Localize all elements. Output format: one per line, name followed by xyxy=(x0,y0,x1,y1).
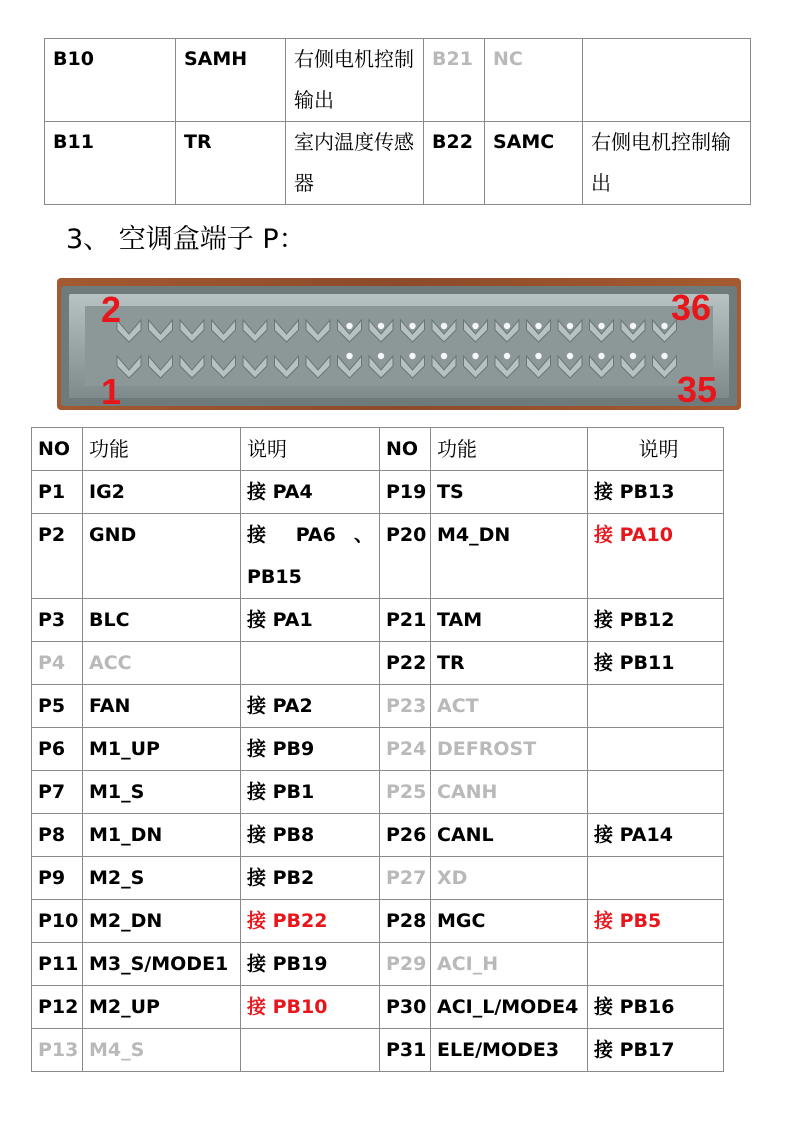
table-row xyxy=(32,900,724,943)
pin-func-cell: M2_UP xyxy=(83,986,241,1029)
connector-pin-contact xyxy=(441,353,447,359)
connector-socket xyxy=(85,306,713,386)
pin-desc-cell xyxy=(588,728,724,771)
table-row xyxy=(32,685,724,728)
pin-func-cell: BLC xyxy=(83,599,241,642)
pin-no-cell: P3 xyxy=(32,599,83,642)
connector-pin-contact xyxy=(378,323,384,329)
table-row xyxy=(32,986,724,1029)
pin-desc-cell xyxy=(241,1029,380,1072)
table-row xyxy=(32,1029,724,1072)
connector-pin-contact xyxy=(504,323,510,329)
connector-photo xyxy=(57,278,741,410)
pin-func-cell: M4_DN xyxy=(431,514,588,599)
connector-pin-contact xyxy=(346,323,352,329)
pin-func-cell: ACC xyxy=(83,642,241,685)
table-row xyxy=(32,471,724,514)
table-cell: SAMH xyxy=(176,39,286,122)
pin-desc-cell xyxy=(588,771,724,814)
pin-func-cell: CANL xyxy=(431,814,588,857)
section-heading: 3、 空调盒端子 P： xyxy=(66,224,306,255)
pin-func-cell: M1_S xyxy=(83,771,241,814)
table-cell: NC xyxy=(485,39,583,122)
pin-func-cell: TS xyxy=(431,471,588,514)
pin-func-cell: DEFROST xyxy=(431,728,588,771)
table-cell xyxy=(583,39,751,122)
top-pin-table xyxy=(44,38,751,205)
pin-desc-cell: 接 PA2 xyxy=(241,685,380,728)
pin-func-cell: ACI_L/MODE4 xyxy=(431,986,588,1029)
table-cell: B22 xyxy=(424,122,485,205)
table-row xyxy=(32,943,724,986)
connector-pin-contact xyxy=(535,353,541,359)
pin-desc-cell: 接 PA6 、 PB15 xyxy=(241,514,380,599)
table-row xyxy=(32,857,724,900)
pin-func-cell: M4_S xyxy=(83,1029,241,1072)
connector-label-1: 1 xyxy=(101,371,122,410)
pin-func-cell: TAM xyxy=(431,599,588,642)
connector-pin-contact xyxy=(472,353,478,359)
pin-desc-cell: 接 PB2 xyxy=(241,857,380,900)
pin-no-cell: P27 xyxy=(380,857,431,900)
connector-pin-contact xyxy=(661,323,667,329)
pin-desc-cell: 接 PA10 xyxy=(588,514,724,599)
pin-func-cell: GND xyxy=(83,514,241,599)
pin-no-cell: P21 xyxy=(380,599,431,642)
pin-no-cell: P28 xyxy=(380,900,431,943)
connector-pin-contact xyxy=(346,353,352,359)
connector-pin-contact xyxy=(409,353,415,359)
pin-no-cell: P13 xyxy=(32,1029,83,1072)
pin-desc-cell: 接 PA1 xyxy=(241,599,380,642)
pin-func-cell: ACI_H xyxy=(431,943,588,986)
pin-no-cell: P25 xyxy=(380,771,431,814)
connector-pin-contact xyxy=(661,353,667,359)
pin-no-cell: P2 xyxy=(32,514,83,599)
pin-no-cell: P26 xyxy=(380,814,431,857)
connector-pin-contact xyxy=(378,353,384,359)
connector-pin-contact xyxy=(567,353,573,359)
pin-no-cell: P24 xyxy=(380,728,431,771)
table-cell: 右侧电机控制输出 xyxy=(583,122,751,205)
table-row xyxy=(32,599,724,642)
pin-desc-cell: 接 PB13 xyxy=(588,471,724,514)
column-header: 功能 xyxy=(83,428,241,471)
connector-pin-contact xyxy=(630,353,636,359)
pin-func-cell: ELE/MODE3 xyxy=(431,1029,588,1072)
connector-illustration xyxy=(57,278,741,410)
pin-no-cell: P4 xyxy=(32,642,83,685)
connector-pin-contact xyxy=(567,323,573,329)
pin-desc-cell: 接 PB9 xyxy=(241,728,380,771)
pin-table-header xyxy=(32,428,724,471)
pin-desc-cell: 接 PB16 xyxy=(588,986,724,1029)
pin-desc-cell: 接 PA4 xyxy=(241,471,380,514)
table-row xyxy=(32,728,724,771)
pin-desc-cell xyxy=(588,685,724,728)
connector-pin-contact xyxy=(504,353,510,359)
column-header: 说明 xyxy=(241,428,380,471)
pin-func-cell: M2_DN xyxy=(83,900,241,943)
column-header: 功能 xyxy=(431,428,588,471)
pin-func-cell: M2_S xyxy=(83,857,241,900)
connector-pin-contact xyxy=(409,323,415,329)
pin-func-cell: TR xyxy=(431,642,588,685)
pin-desc-cell: 接 PB19 xyxy=(241,943,380,986)
connector-pin-contact xyxy=(472,323,478,329)
table-row xyxy=(32,771,724,814)
pin-desc-cell xyxy=(588,857,724,900)
table-cell: B10 xyxy=(45,39,176,122)
connector-label-36: 36 xyxy=(671,287,712,328)
connector-pin-contact xyxy=(535,323,541,329)
table-row xyxy=(45,39,751,122)
connector-pin-contact xyxy=(598,323,604,329)
table-row xyxy=(32,514,724,599)
pin-desc-cell: 接 PB11 xyxy=(588,642,724,685)
pin-desc-cell: 接 PB1 xyxy=(241,771,380,814)
pin-desc-cell: 接 PB17 xyxy=(588,1029,724,1072)
column-header: NO xyxy=(32,428,83,471)
pin-func-cell: FAN xyxy=(83,685,241,728)
pin-no-cell: P31 xyxy=(380,1029,431,1072)
pin-no-cell: P29 xyxy=(380,943,431,986)
table-cell: B11 xyxy=(45,122,176,205)
pin-desc-cell: 接 PB22 xyxy=(241,900,380,943)
pin-no-cell: P12 xyxy=(32,986,83,1029)
pin-desc-cell: 接 PB8 xyxy=(241,814,380,857)
pin-func-cell: CANH xyxy=(431,771,588,814)
pin-desc-cell xyxy=(241,642,380,685)
table-header-row xyxy=(32,428,724,471)
pin-desc-cell: 接 PB5 xyxy=(588,900,724,943)
pin-no-cell: P22 xyxy=(380,642,431,685)
table-cell: 右侧电机控制输出 xyxy=(286,39,424,122)
connector-pin-contact xyxy=(630,323,636,329)
table-cell: 室内温度传感器 xyxy=(286,122,424,205)
table-row xyxy=(32,642,724,685)
pin-func-cell: IG2 xyxy=(83,471,241,514)
connector-pin-contact xyxy=(441,323,447,329)
pin-func-cell: M1_DN xyxy=(83,814,241,857)
column-header: NO xyxy=(380,428,431,471)
pin-no-cell: P30 xyxy=(380,986,431,1029)
pin-no-cell: P19 xyxy=(380,471,431,514)
pin-no-cell: P20 xyxy=(380,514,431,599)
pin-desc-cell: 接 PA14 xyxy=(588,814,724,857)
pin-no-cell: P7 xyxy=(32,771,83,814)
pin-func-cell: M3_S/MODE1 xyxy=(83,943,241,986)
pin-func-cell: M1_UP xyxy=(83,728,241,771)
connector-label-35: 35 xyxy=(677,369,718,410)
pin-function-table xyxy=(31,427,724,1072)
column-header: 说明 xyxy=(588,428,724,471)
pin-func-cell: ACT xyxy=(431,685,588,728)
connector-pin-contact xyxy=(598,353,604,359)
pin-no-cell: P9 xyxy=(32,857,83,900)
pin-no-cell: P8 xyxy=(32,814,83,857)
pin-no-cell: P1 xyxy=(32,471,83,514)
table-row xyxy=(45,122,751,205)
pin-no-cell: P6 xyxy=(32,728,83,771)
pin-func-cell: MGC xyxy=(431,900,588,943)
pin-no-cell: P23 xyxy=(380,685,431,728)
top-table-body xyxy=(45,39,751,205)
pin-func-cell: XD xyxy=(431,857,588,900)
pin-desc-cell: 接 PB10 xyxy=(241,986,380,1029)
pin-no-cell: P5 xyxy=(32,685,83,728)
pin-desc-cell xyxy=(588,943,724,986)
table-row xyxy=(32,814,724,857)
pin-no-cell: P10 xyxy=(32,900,83,943)
connector-label-2: 2 xyxy=(101,289,122,330)
table-cell: TR xyxy=(176,122,286,205)
pin-desc-cell: 接 PB12 xyxy=(588,599,724,642)
pin-table-body xyxy=(32,471,724,1072)
pin-no-cell: P11 xyxy=(32,943,83,986)
table-cell: SAMC xyxy=(485,122,583,205)
table-cell: B21 xyxy=(424,39,485,122)
